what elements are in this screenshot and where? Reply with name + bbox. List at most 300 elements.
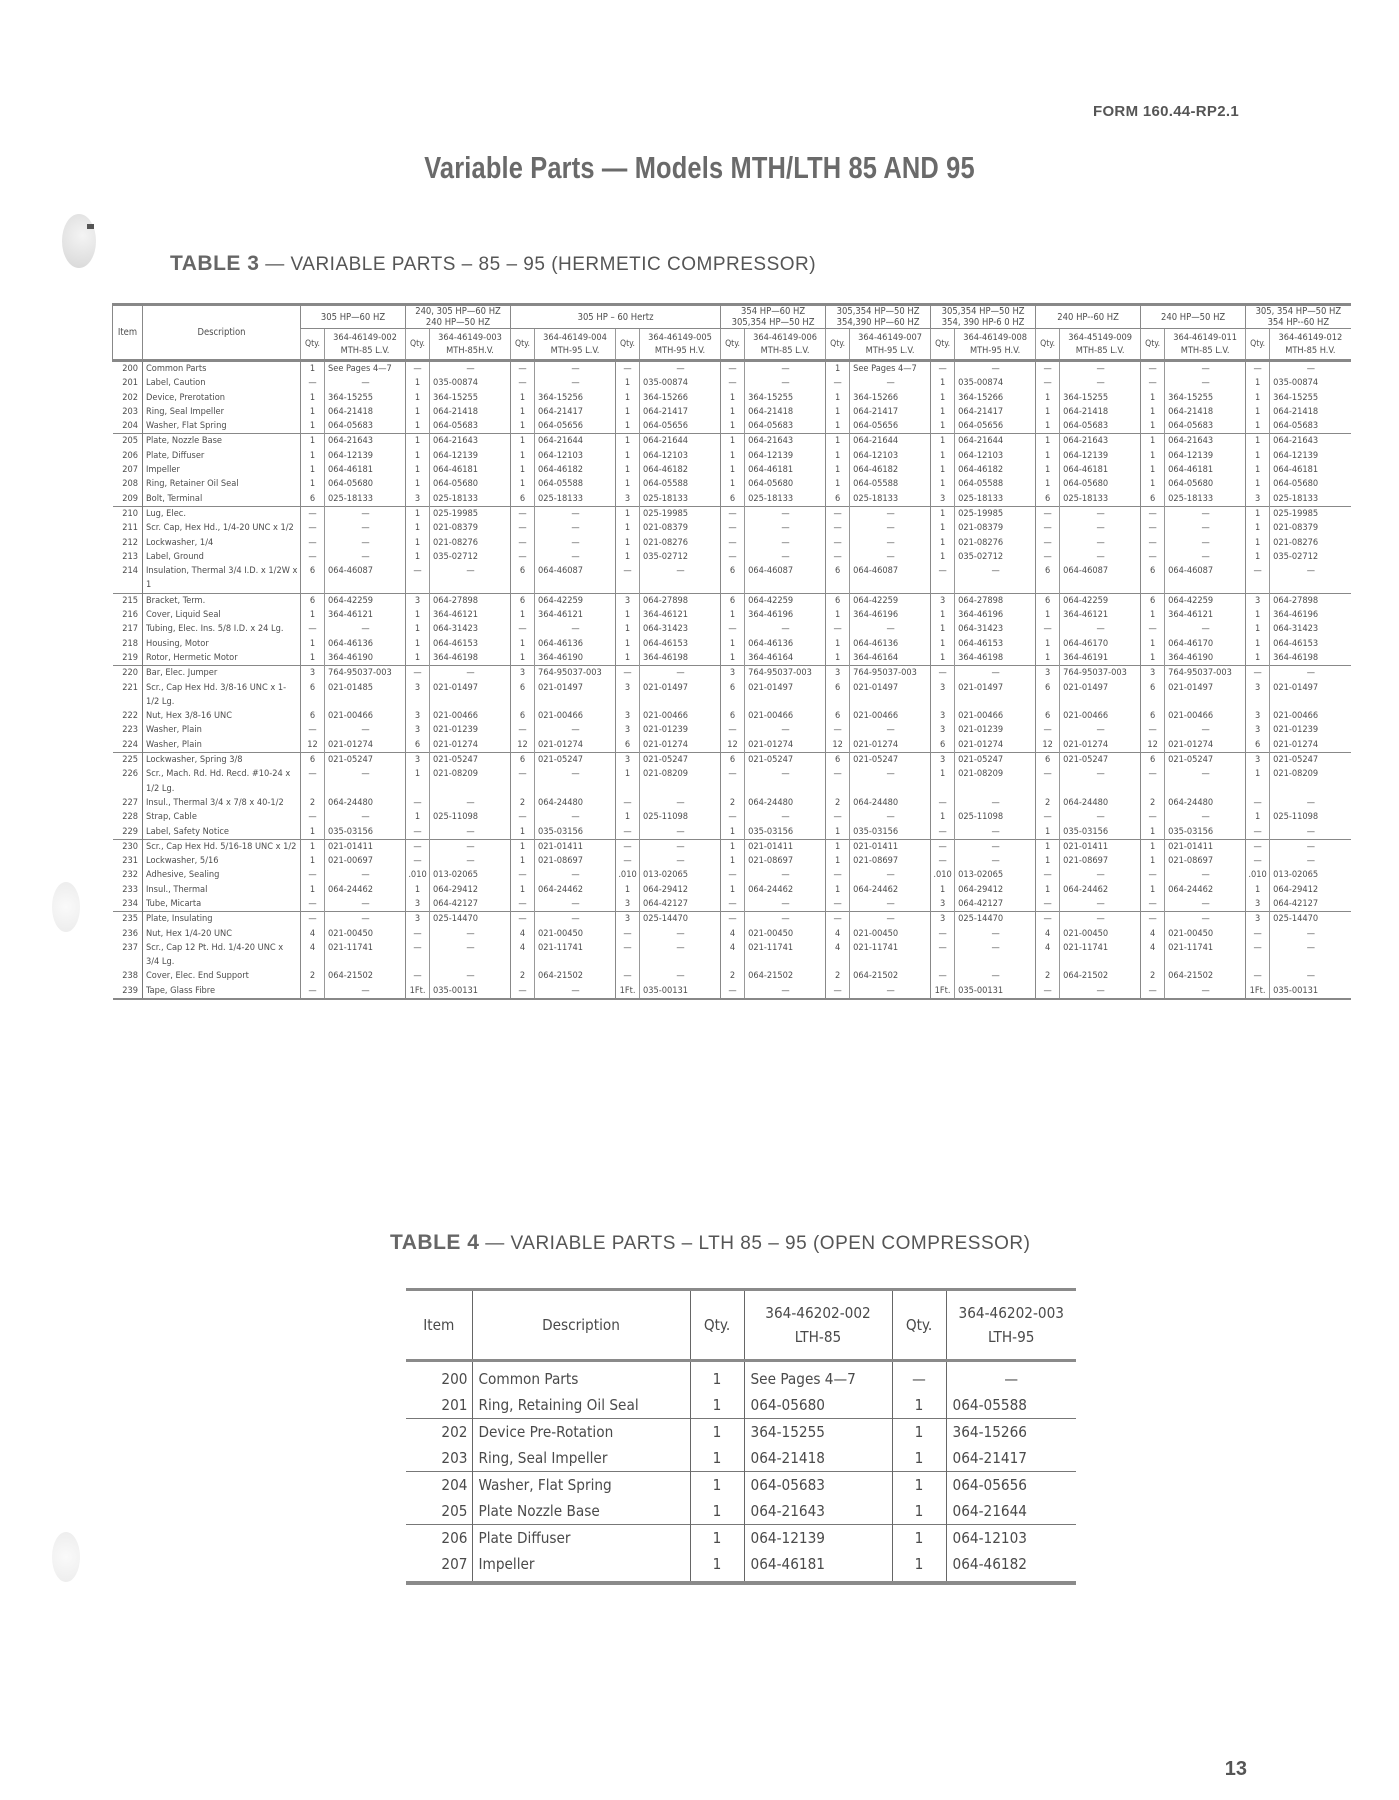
qty: — (721, 376, 745, 390)
table-row (113, 897, 1351, 912)
part-number: — (1165, 622, 1246, 636)
table3-header-qty: Qty. (826, 329, 850, 361)
qty: .010 (931, 868, 955, 882)
part-number: — (535, 912, 616, 927)
part-number: 364-15255 (325, 391, 406, 405)
part-number: — (325, 521, 406, 535)
part-number: 064-21502 (850, 969, 931, 983)
qty: 2 (511, 969, 535, 983)
qty: 3 (721, 666, 745, 681)
qty: 1 (616, 391, 640, 405)
part-number: — (1270, 854, 1351, 868)
part-number: 764-95037-003 (325, 666, 406, 681)
part-number: 064-12103 (955, 449, 1036, 463)
part-number: 021-05247 (1165, 753, 1246, 768)
qty: 1 (1036, 608, 1060, 622)
qty: — (721, 361, 745, 377)
part-number: 021-01411 (1165, 839, 1246, 854)
part-number: 021-00466 (535, 709, 616, 723)
part-number: — (955, 361, 1036, 377)
qty: 1 (826, 463, 850, 477)
qty: 2 (826, 796, 850, 810)
part-number: — (430, 564, 511, 593)
part-number: 021-01274 (535, 738, 616, 753)
qty: 1 (826, 361, 850, 377)
part-number: 064-42259 (1060, 593, 1141, 608)
part-number: 021-08209 (430, 767, 511, 796)
part-number: — (1060, 767, 1141, 796)
part-number: 064-05680 (325, 477, 406, 491)
part-number: 764-95037-003 (1165, 666, 1246, 681)
qty: 1 (616, 622, 640, 636)
qty: 1 (1246, 651, 1270, 666)
part-number: 021-00466 (1165, 709, 1246, 723)
qty: 1 (1246, 477, 1270, 491)
part-number: 064-46181 (1060, 463, 1141, 477)
qty: — (511, 361, 535, 377)
table-row (113, 463, 1351, 477)
part-number: 035-00131 (955, 984, 1036, 999)
qty: 1 (931, 521, 955, 535)
part-number: 064-46181 (745, 463, 826, 477)
part-number: 364-46198 (430, 651, 511, 666)
table3-title-label: TABLE 3 (170, 252, 260, 275)
qty: 1 (406, 419, 430, 434)
qty: — (826, 376, 850, 390)
qty: — (511, 723, 535, 737)
qty: 1 (1141, 637, 1165, 651)
qty: 1 (616, 767, 640, 796)
part-number: 035-00131 (1270, 984, 1351, 999)
qty: — (406, 361, 430, 377)
qty: 6 (721, 681, 745, 710)
description: Plate Diffuser (472, 1525, 690, 1552)
table-row (406, 1551, 1076, 1583)
qty: 1 (406, 536, 430, 550)
part-number: 021-00450 (325, 927, 406, 941)
qty: 3 (616, 681, 640, 710)
part-number: 025-14470 (955, 912, 1036, 927)
qty: 1 (931, 550, 955, 564)
part-number: 021-01239 (640, 723, 721, 737)
qty: — (826, 550, 850, 564)
part-number: 064-21418 (430, 405, 511, 419)
table-row (113, 434, 1351, 449)
qty: 1 (1141, 477, 1165, 491)
qty: 1 (690, 1498, 744, 1525)
item-number: 221 (122, 681, 138, 693)
qty: 3 (1246, 593, 1270, 608)
part-number: 021-08379 (640, 521, 721, 535)
qty: 6 (511, 709, 535, 723)
table-row (113, 839, 1351, 854)
table-row (113, 927, 1351, 941)
part-number: — (850, 767, 931, 796)
item-number: 211 (122, 522, 138, 534)
item-number: 230 (113, 839, 143, 854)
part-number: 064-05683 (325, 419, 406, 434)
part-number: — (850, 536, 931, 550)
part-number: 064-24462 (745, 883, 826, 897)
item-number: 200 (441, 1370, 468, 1388)
qty: — (1141, 376, 1165, 390)
part-number: 064-05588 (535, 477, 616, 491)
qty: 4 (301, 941, 325, 970)
part-number: See Pages 4—7 (850, 361, 931, 377)
qty: 6 (721, 564, 745, 593)
qty: 6 (826, 593, 850, 608)
table3-header-qty: Qty. (511, 329, 535, 361)
part-number: 364-46121 (430, 608, 511, 622)
qty: — (616, 854, 640, 868)
part-number: 064-12139 (1060, 449, 1141, 463)
qty: — (301, 723, 325, 737)
part-number: 025-18133 (850, 492, 931, 507)
qty: 3 (1036, 666, 1060, 681)
part-number: 064-42259 (1165, 593, 1246, 608)
part-number: 025-11098 (640, 810, 721, 824)
description: Bolt, Terminal (143, 492, 301, 507)
part-number: — (955, 927, 1036, 941)
part-number: 021-08276 (640, 536, 721, 550)
table-row (406, 1472, 1076, 1499)
qty: 1 (892, 1392, 946, 1419)
description: Plate, Nozzle Base (143, 434, 301, 449)
description: Common Parts (143, 361, 301, 377)
qty: 6 (301, 681, 325, 710)
qty: 1 (690, 1551, 744, 1583)
qty: 1 (931, 883, 955, 897)
qty: 3 (931, 681, 955, 710)
part-number: 364-46191 (1060, 651, 1141, 666)
part-number: 064-46087 (1060, 564, 1141, 593)
part-number: 064-05588 (955, 477, 1036, 491)
part-number: 064-21644 (946, 1498, 1076, 1525)
qty: — (826, 521, 850, 535)
description: Common Parts (472, 1361, 690, 1393)
qty: — (1036, 361, 1060, 377)
table3-header-qty: Qty. (1141, 329, 1165, 361)
qty: — (406, 941, 430, 970)
part-number: 064-31423 (955, 622, 1036, 636)
part-number: 021-00466 (850, 709, 931, 723)
part-number: 035-00131 (640, 984, 721, 999)
item-number: 216 (122, 609, 138, 621)
qty: 12 (1141, 738, 1165, 753)
qty: 1 (721, 637, 745, 651)
item-number: 208 (122, 478, 138, 490)
qty: 1 (1036, 434, 1060, 449)
table4-header-row (406, 1290, 1076, 1361)
model-name: MTH-85 L.V. (760, 345, 810, 356)
qty: — (1036, 521, 1060, 535)
part-number: 064-21644 (955, 434, 1036, 449)
qty: 1 (1036, 883, 1060, 897)
item-number: 206 (122, 449, 138, 461)
qty: 1 (892, 1498, 946, 1525)
table3-header-qty: Qty. (1036, 329, 1060, 361)
part-number: 064-12139 (1165, 449, 1246, 463)
qty: 1 (931, 506, 955, 521)
qty: 1 (1036, 419, 1060, 434)
qty: 1 (301, 883, 325, 897)
part-number: — (535, 506, 616, 521)
qty: 6 (826, 681, 850, 710)
part-number: — (745, 984, 826, 999)
description: Scr., Mach. Rd. Hd. Recd. #10-24 x 1/2 Lg. (143, 767, 301, 796)
qty: 3 (1141, 666, 1165, 681)
part-number: — (640, 839, 721, 854)
part-number: 021-01497 (850, 681, 931, 710)
table4-header-qty: Qty. (690, 1290, 744, 1361)
qty: 6 (511, 753, 535, 768)
qty: — (931, 666, 955, 681)
part-number: 025-14470 (430, 912, 511, 927)
qty: 1 (616, 521, 640, 535)
part-number: 064-05683 (1270, 419, 1351, 434)
part-number: 021-08379 (1270, 521, 1351, 535)
part-number: 064-24462 (850, 883, 931, 897)
part-number: 364-15255 (745, 391, 826, 405)
part-number: 064-24480 (1060, 796, 1141, 810)
part-number: — (850, 810, 931, 824)
part-number: — (955, 825, 1036, 840)
qty: 1 (931, 376, 955, 390)
qty: — (511, 376, 535, 390)
qty: 1 (1246, 405, 1270, 419)
table-row (113, 506, 1351, 521)
description: Lug, Elec. (143, 506, 301, 521)
part-number: 025-18133 (1165, 492, 1246, 507)
part-number: — (1270, 361, 1351, 377)
table3-header-hp-rating: 305,354 HP—50 HZ 354, 390 HP-6 0 HZ (931, 305, 1036, 329)
part-number: — (535, 622, 616, 636)
qty: 6 (301, 593, 325, 608)
part-number: — (745, 897, 826, 912)
part-number: — (745, 810, 826, 824)
qty: 6 (931, 738, 955, 753)
table-row (406, 1361, 1076, 1393)
qty: 3 (406, 912, 430, 927)
table-row (113, 521, 1351, 535)
qty: — (931, 941, 955, 970)
description: Insulation, Thermal 3/4 I.D. x 1/2W x 1 (143, 564, 301, 593)
part-number: — (1165, 984, 1246, 999)
qty: — (1036, 767, 1060, 796)
qty: 1 (1036, 825, 1060, 840)
part-number: 364-46149-002 (333, 332, 397, 343)
qty: — (511, 984, 535, 999)
part-number: 064-05680 (745, 477, 826, 491)
qty: 1Ft. (931, 984, 955, 999)
part-number: — (1270, 941, 1351, 970)
part-number: 064-24462 (535, 883, 616, 897)
item-number: 233 (122, 883, 138, 895)
part-number: — (325, 810, 406, 824)
qty: — (826, 984, 850, 999)
part-number: 064-05680 (744, 1392, 892, 1419)
part-number: 021-01497 (745, 681, 826, 710)
part-number: 064-05680 (1270, 477, 1351, 491)
part-number: 064-21418 (325, 405, 406, 419)
qty: .010 (616, 868, 640, 882)
qty: — (721, 622, 745, 636)
part-number: 764-95037-003 (535, 666, 616, 681)
qty: 2 (1141, 969, 1165, 983)
part-number: 364-46121 (640, 608, 721, 622)
part-number: 021-08276 (430, 536, 511, 550)
part-number: — (325, 912, 406, 927)
part-number: 364-46196 (850, 608, 931, 622)
qty: 1 (1141, 449, 1165, 463)
table3-header-hp-rating: 240 HP—50 HZ (1141, 305, 1246, 329)
qty: 1 (1141, 419, 1165, 434)
table3-header-part-model (1060, 329, 1141, 361)
qty: 6 (511, 492, 535, 507)
part-number: — (745, 622, 826, 636)
table-row (113, 723, 1351, 737)
qty: 1 (511, 419, 535, 434)
item-number: 202 (122, 391, 138, 403)
qty: — (1246, 854, 1270, 868)
qty: 1 (511, 608, 535, 622)
qty: 2 (301, 969, 325, 983)
qty: — (301, 767, 325, 796)
qty: 1 (721, 854, 745, 868)
part-number: 035-03156 (1060, 825, 1141, 840)
part-number: 021-11741 (325, 941, 406, 970)
description: Housing, Motor (143, 637, 301, 651)
qty: 1 (511, 449, 535, 463)
part-number: 064-42127 (640, 897, 721, 912)
qty: 1 (511, 854, 535, 868)
part-number: 021-08697 (850, 854, 931, 868)
item-number: 236 (122, 927, 138, 939)
qty: 3 (931, 492, 955, 507)
part-number: — (1060, 536, 1141, 550)
table3-header-part-model (535, 329, 616, 361)
part-number: — (325, 868, 406, 882)
qty: — (616, 796, 640, 810)
qty: 1 (406, 405, 430, 419)
part-number: 064-05683 (430, 419, 511, 434)
table-row (113, 810, 1351, 824)
part-number: — (325, 767, 406, 796)
qty: 1 (826, 637, 850, 651)
qty: — (406, 666, 430, 681)
qty: — (721, 810, 745, 824)
part-number: — (325, 506, 406, 521)
part-number: — (640, 854, 721, 868)
item-number: 204 (122, 420, 138, 432)
part-number: 021-01411 (325, 839, 406, 854)
qty: 6 (1036, 593, 1060, 608)
part-number: — (1060, 622, 1141, 636)
qty: 1 (931, 434, 955, 449)
qty: 4 (721, 941, 745, 970)
part-number: 025-18133 (325, 492, 406, 507)
part-number: 021-01497 (1165, 681, 1246, 710)
table3-title-text: — VARIABLE PARTS – 85 – 95 (HERMETIC COMPRESSOR) (259, 254, 817, 275)
qty: — (511, 550, 535, 564)
part-number: 021-00466 (1060, 709, 1141, 723)
qty: 3 (616, 709, 640, 723)
part-number: — (955, 564, 1036, 593)
page-title: Variable Parts — Models MTH/LTH 85 AND 95 (424, 150, 975, 185)
part-number: 035-00874 (955, 376, 1036, 390)
qty: — (1141, 912, 1165, 927)
table-row (113, 738, 1351, 753)
qty: 3 (616, 753, 640, 768)
part-number: 064-31423 (640, 622, 721, 636)
part-number: 064-46136 (850, 637, 931, 651)
table4-header-item: Item (406, 1290, 472, 1361)
part-number: — (1060, 550, 1141, 564)
model-name: LTH-95 (988, 1328, 1035, 1346)
part-number: 021-08379 (430, 521, 511, 535)
part-number: 035-00874 (1270, 376, 1351, 390)
part-number: 021-01274 (1165, 738, 1246, 753)
qty: 1 (406, 622, 430, 636)
description: Bar, Elec. Jumper (143, 666, 301, 681)
qty: 4 (1141, 927, 1165, 941)
part-number: — (640, 927, 721, 941)
part-number: 064-31423 (430, 622, 511, 636)
qty: — (721, 723, 745, 737)
qty: 4 (826, 941, 850, 970)
description: Cover, Elec. End Support (143, 969, 301, 983)
qty: 3 (1246, 753, 1270, 768)
description: Tape, Glass Fibre (143, 984, 301, 999)
qty: 1 (721, 449, 745, 463)
item-number: 234 (122, 897, 138, 909)
part-number: 064-12139 (744, 1525, 892, 1552)
qty: — (892, 1361, 946, 1393)
part-number: 064-27898 (430, 593, 511, 608)
qty: 1 (690, 1419, 744, 1446)
part-number: 064-46181 (1165, 463, 1246, 477)
qty: 1 (892, 1445, 946, 1472)
part-number: 064-05656 (850, 419, 931, 434)
part-number: 064-21417 (640, 405, 721, 419)
table-row (406, 1392, 1076, 1419)
table-row (113, 984, 1351, 999)
part-number: 021-00450 (1165, 927, 1246, 941)
part-number: 064-31423 (1270, 622, 1351, 636)
qty: 1 (1246, 419, 1270, 434)
item-number: 238 (122, 970, 138, 982)
part-number: — (325, 550, 406, 564)
qty: — (616, 825, 640, 840)
part-number: 013-02065 (1270, 868, 1351, 882)
part-number: 064-42259 (325, 593, 406, 608)
description: Cover, Liquid Seal (143, 608, 301, 622)
part-number: 021-01239 (430, 723, 511, 737)
part-number: 021-05247 (1270, 753, 1351, 768)
item-number: 239 (113, 984, 143, 999)
part-number: 064-46136 (325, 637, 406, 651)
item-number: 212 (122, 536, 138, 548)
qty: .010 (406, 868, 430, 882)
table3-header-qty: Qty. (931, 329, 955, 361)
qty: — (1141, 984, 1165, 999)
table-row (113, 593, 1351, 608)
description: Washer, Flat Spring (143, 419, 301, 434)
qty: — (406, 564, 430, 593)
part-number: 364-46149-004 (543, 332, 607, 343)
part-number: 364-46196 (1270, 608, 1351, 622)
table-row (113, 564, 1351, 593)
